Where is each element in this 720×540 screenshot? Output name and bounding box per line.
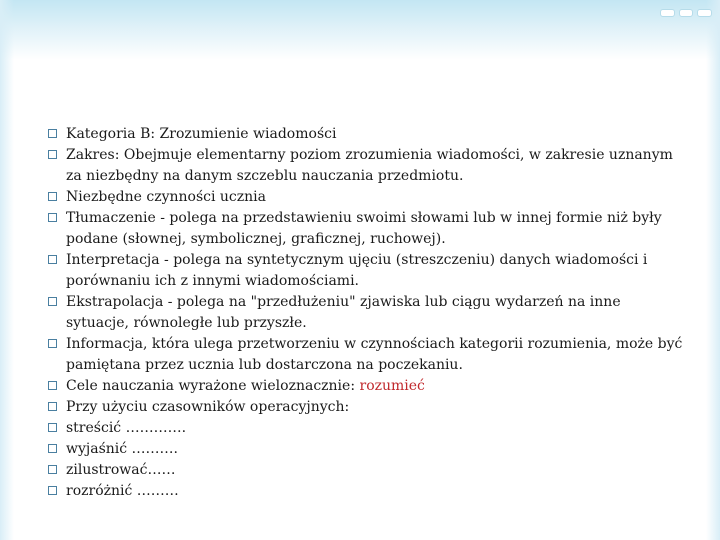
square-bullet-icon	[48, 192, 57, 201]
square-bullet-icon	[48, 465, 57, 474]
highlighted-verb: rozumieć	[359, 378, 425, 394]
list-item	[48, 208, 688, 250]
list-item-text: Interpretacja - polega na syntetycznym ujęciu (streszczeniu) danych wiadomości i porównaniu ich z innymi wiadomościami.	[66, 252, 648, 289]
list-item-text: wyjaśnić ……….	[66, 441, 178, 457]
list-item-text: streścić ………….	[66, 420, 187, 436]
corner-pill	[679, 9, 694, 17]
list-item-text: zilustrować……	[66, 462, 176, 478]
list-item	[48, 250, 688, 292]
list-item	[48, 145, 688, 187]
square-bullet-icon	[48, 150, 57, 159]
list-item	[48, 187, 688, 208]
square-bullet-icon	[48, 129, 57, 138]
list-item-text: Niezbędne czynności ucznia	[66, 189, 266, 205]
bullet-list	[48, 124, 688, 502]
header-band	[0, 0, 720, 60]
square-bullet-icon	[48, 423, 57, 432]
list-item	[48, 481, 688, 502]
list-item	[48, 124, 688, 145]
square-bullet-icon	[48, 486, 57, 495]
square-bullet-icon	[48, 381, 57, 390]
list-item	[48, 439, 688, 460]
list-item	[48, 397, 688, 418]
list-item	[48, 292, 688, 334]
list-item	[48, 376, 688, 397]
list-item	[48, 418, 688, 439]
square-bullet-icon	[48, 255, 57, 264]
square-bullet-icon	[48, 297, 57, 306]
list-item-text: Informacja, która ulega przetworzeniu w czynnościach kategorii rozumienia, może być pamiętana przez ucznia lub dostarczona na poczekaniu.	[66, 336, 683, 373]
square-bullet-icon	[48, 444, 57, 453]
square-bullet-icon	[48, 339, 57, 348]
corner-decoration	[660, 6, 712, 20]
square-bullet-icon	[48, 213, 57, 222]
corner-pill	[660, 9, 675, 17]
list-item-text: Kategoria B: Zrozumienie wiadomości	[66, 126, 337, 142]
list-item-text: Ekstrapolacja - polega na "przedłużeniu" zjawiska lub ciągu wydarzeń na inne sytuacje, równoległe lub przyszłe.	[66, 294, 621, 331]
list-item-text: Przy użyciu czasowników operacyjnych:	[66, 399, 350, 415]
corner-pill	[697, 9, 712, 17]
list-item-text: Tłumaczenie - polega na przedstawieniu swoimi słowami lub w innej formie niż były podane (słownej, symbolicznej, graficznej, ruchowej).	[66, 210, 662, 247]
right-edge-decoration	[706, 0, 720, 540]
list-item-text: Zakres: Obejmuje elementarny poziom zrozumienia wiadomości, w zakresie uznanym za niezbędny na danym szczeblu nauczania przedmiotu.	[66, 147, 673, 184]
list-item-text: rozróżnić ………	[66, 483, 179, 499]
square-bullet-icon	[48, 402, 57, 411]
list-item	[48, 334, 688, 376]
left-edge-decoration	[0, 0, 14, 540]
list-item	[48, 460, 688, 481]
list-item-text: Cele nauczania wyrażone wieloznacznie:	[66, 378, 360, 394]
slide-content	[48, 124, 688, 502]
